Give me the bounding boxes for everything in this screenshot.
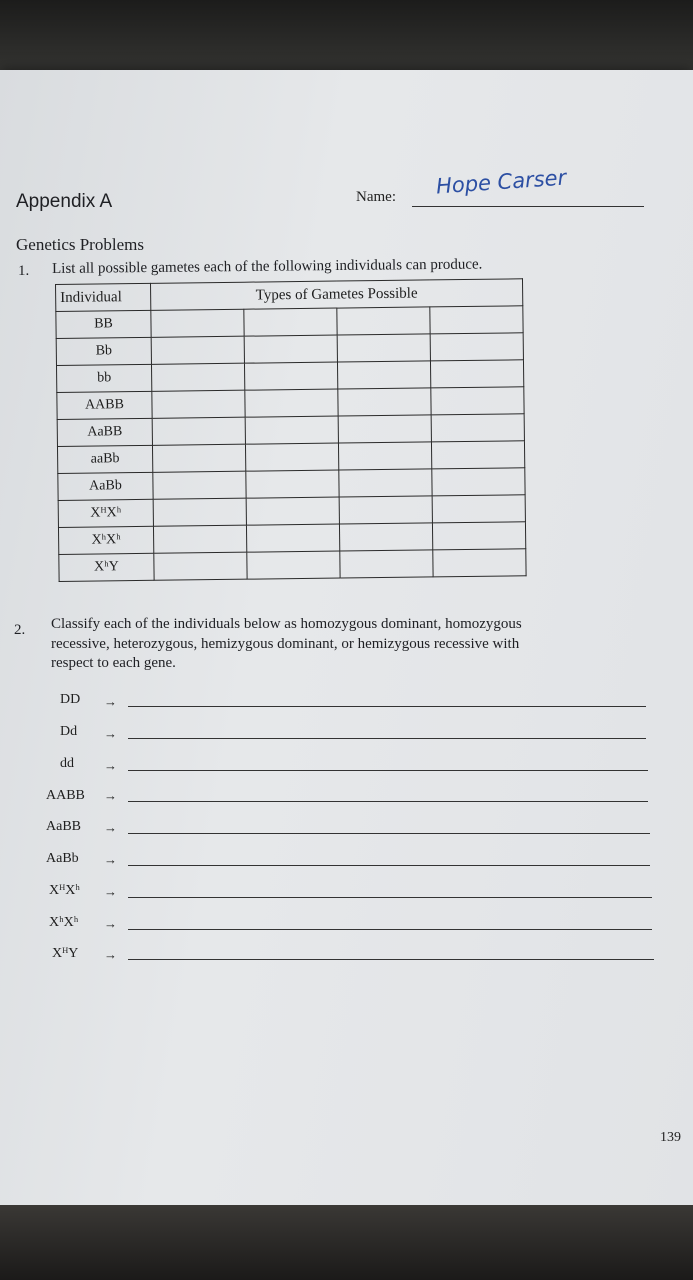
individual-cell: AABB (57, 391, 152, 419)
gamete-cell[interactable] (246, 497, 339, 525)
gamete-cell[interactable] (153, 525, 246, 553)
q2-line2: recessive, heterozygous, hemizygous dominant, or hemizygous recessive with (51, 636, 520, 652)
gamete-cell[interactable] (152, 444, 245, 472)
gamete-cell[interactable] (245, 389, 338, 417)
classify-label: dd (60, 756, 74, 771)
col-gamete-types: Types of Gametes Possible (150, 279, 522, 311)
answer-line[interactable] (128, 897, 652, 898)
gamete-cell[interactable] (431, 387, 524, 415)
col-individual: Individual (56, 283, 151, 311)
gamete-cell[interactable] (430, 333, 523, 361)
classify-label: Dd (60, 724, 78, 739)
appendix-title: Appendix A (16, 191, 113, 212)
section-title: Genetics Problems (16, 235, 144, 254)
gametes-table (55, 278, 527, 582)
page-number: 139 (660, 1130, 681, 1145)
arrow-icon: → (104, 852, 117, 867)
gamete-cell[interactable] (154, 552, 247, 580)
gamete-cell[interactable] (151, 309, 244, 337)
gamete-cell[interactable] (152, 417, 245, 445)
classify-label: XᴴXʰ (49, 883, 80, 898)
arrow-icon: → (104, 788, 117, 803)
gamete-cell[interactable] (340, 550, 433, 578)
q2-line1: Classify each of the individuals below as homozygous dominant, homozygous (51, 616, 522, 632)
gamete-cell[interactable] (246, 470, 339, 498)
classify-label: XᴴY (52, 946, 79, 961)
gamete-cell[interactable] (153, 498, 246, 526)
gamete-cell[interactable] (339, 469, 432, 497)
arrow-icon: → (104, 726, 117, 741)
gamete-cell[interactable] (247, 551, 340, 579)
gamete-cell[interactable] (432, 495, 525, 523)
q2-number: 2. (14, 622, 26, 638)
name-label: Name: (356, 189, 396, 205)
gamete-cell[interactable] (151, 363, 244, 391)
classify-label: AaBB (46, 819, 81, 834)
gamete-cell[interactable] (433, 549, 526, 577)
individual-cell: aaBb (57, 445, 152, 473)
individual-cell: AaBb (58, 472, 153, 500)
gamete-cell[interactable] (245, 416, 338, 444)
gamete-cell[interactable] (431, 441, 524, 469)
q1-text: List all possible gametes each of the following individuals can produce. (52, 256, 483, 277)
background-bottom (0, 1205, 693, 1280)
answer-line[interactable] (128, 865, 650, 866)
gamete-cell[interactable] (153, 471, 246, 499)
table-row (59, 549, 526, 582)
gamete-cell[interactable] (246, 524, 339, 552)
individual-cell: BB (56, 310, 151, 338)
gamete-cell[interactable] (151, 336, 244, 364)
answer-line[interactable] (128, 959, 654, 960)
individual-cell: AaBB (57, 418, 152, 446)
answer-line[interactable] (128, 738, 646, 739)
answer-line[interactable] (128, 833, 650, 834)
classify-label: AaBb (46, 851, 79, 866)
gamete-cell[interactable] (244, 308, 337, 336)
classify-label: XʰXʰ (49, 915, 79, 930)
gamete-cell[interactable] (432, 468, 525, 496)
answer-line[interactable] (128, 770, 648, 771)
gamete-cell[interactable] (339, 523, 432, 551)
gamete-cell[interactable] (152, 390, 245, 418)
gamete-cell[interactable] (337, 361, 430, 389)
gamete-cell[interactable] (244, 335, 337, 363)
gamete-cell[interactable] (338, 388, 431, 416)
answer-line[interactable] (128, 706, 646, 707)
gamete-cell[interactable] (430, 306, 523, 334)
arrow-icon: → (104, 820, 117, 835)
gamete-cell[interactable] (430, 360, 523, 388)
gamete-cell[interactable] (432, 522, 525, 550)
classify-label: AABB (46, 788, 85, 803)
worksheet-page (0, 70, 693, 1210)
gamete-cell[interactable] (244, 362, 337, 390)
q1-number: 1. (18, 263, 30, 279)
answer-line[interactable] (128, 929, 652, 930)
gamete-cell[interactable] (337, 307, 430, 335)
individual-cell: XʰY (59, 553, 154, 581)
individual-cell: Bb (56, 337, 151, 365)
gamete-cell[interactable] (338, 442, 431, 470)
individual-cell: XʰXʰ (58, 526, 153, 554)
classify-label: DD (60, 692, 81, 707)
arrow-icon: → (104, 947, 117, 962)
gamete-cell[interactable] (338, 415, 431, 443)
arrow-icon: → (104, 758, 117, 773)
answer-line[interactable] (128, 801, 648, 802)
q2-line3: respect to each gene. (51, 655, 176, 671)
gamete-cell[interactable] (245, 443, 338, 471)
name-line (412, 206, 644, 207)
gamete-cell[interactable] (431, 414, 524, 442)
arrow-icon: → (104, 694, 117, 709)
gamete-cell[interactable] (337, 334, 430, 362)
arrow-icon: → (104, 884, 117, 899)
arrow-icon: → (104, 916, 117, 931)
name-handwriting: Hope Carser (435, 165, 567, 199)
individual-cell: bb (56, 364, 151, 392)
individual-cell: XᴴXʰ (58, 499, 153, 527)
gamete-cell[interactable] (339, 496, 432, 524)
